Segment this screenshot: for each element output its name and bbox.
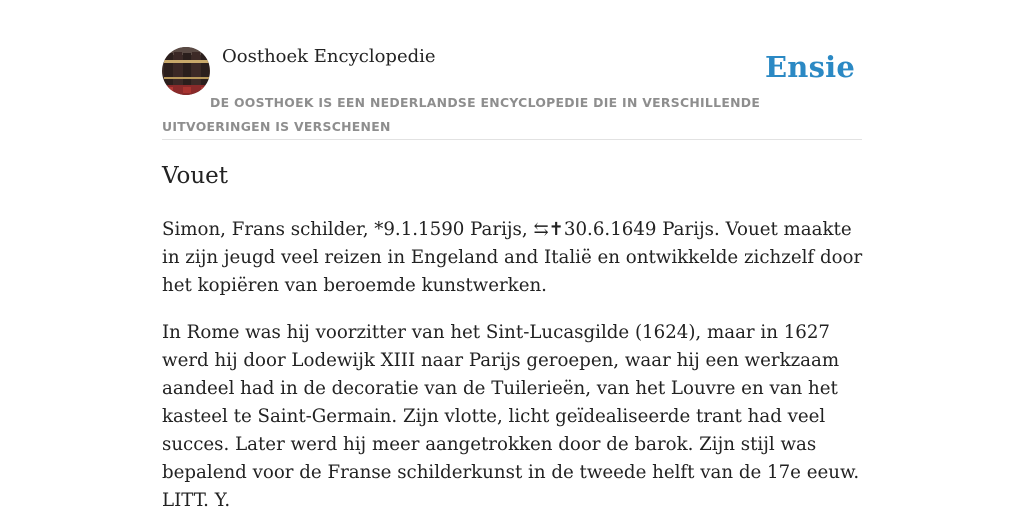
entry-body	[162, 216, 866, 512]
entry-title: Vouet	[162, 163, 229, 189]
source-description: DE OOSTHOEK IS EEN NEDERLANDSE ENCYCLOPEDIE DIE IN VERSCHILLENDE UITVOERINGEN IS VERSCHENEN	[162, 95, 761, 134]
header-divider	[162, 139, 862, 140]
brand-logo[interactable]: Ensie	[765, 50, 855, 84]
entry-paragraph: Simon, Frans schilder, *9.1.1590 Parijs, ⇆✝30.6.1649 Parijs. Vouet maakte in zijn jeugd veel reizen in Engeland and Italië en ontwikkelde zichzelf door het kopiëren van beroemde kunstwerken.	[162, 219, 863, 296]
entry-paragraph: In Rome was hij voorzitter van het Sint-Lucasgilde (1624), maar in 1627 werd hij door Lodewijk XIII naar Parijs geroepen, waar hij een werkzaam aandeel had in de decoratie van de Tuilerieën, van het Louvre en van het kasteel te Saint-Germain. Zijn vlotte, licht geïdealiseerde trant had veel succes. Later werd hij meer aangetrokken door de barok. Zijn stijl was bepalend voor de Franse schilderkunst in de tweede helft van de 17e eeuw. LITT. Y.	[162, 322, 860, 511]
source-title[interactable]: Oosthoek Encyclopedie	[222, 46, 436, 67]
encyclopedia-books-icon[interactable]	[162, 47, 210, 95]
